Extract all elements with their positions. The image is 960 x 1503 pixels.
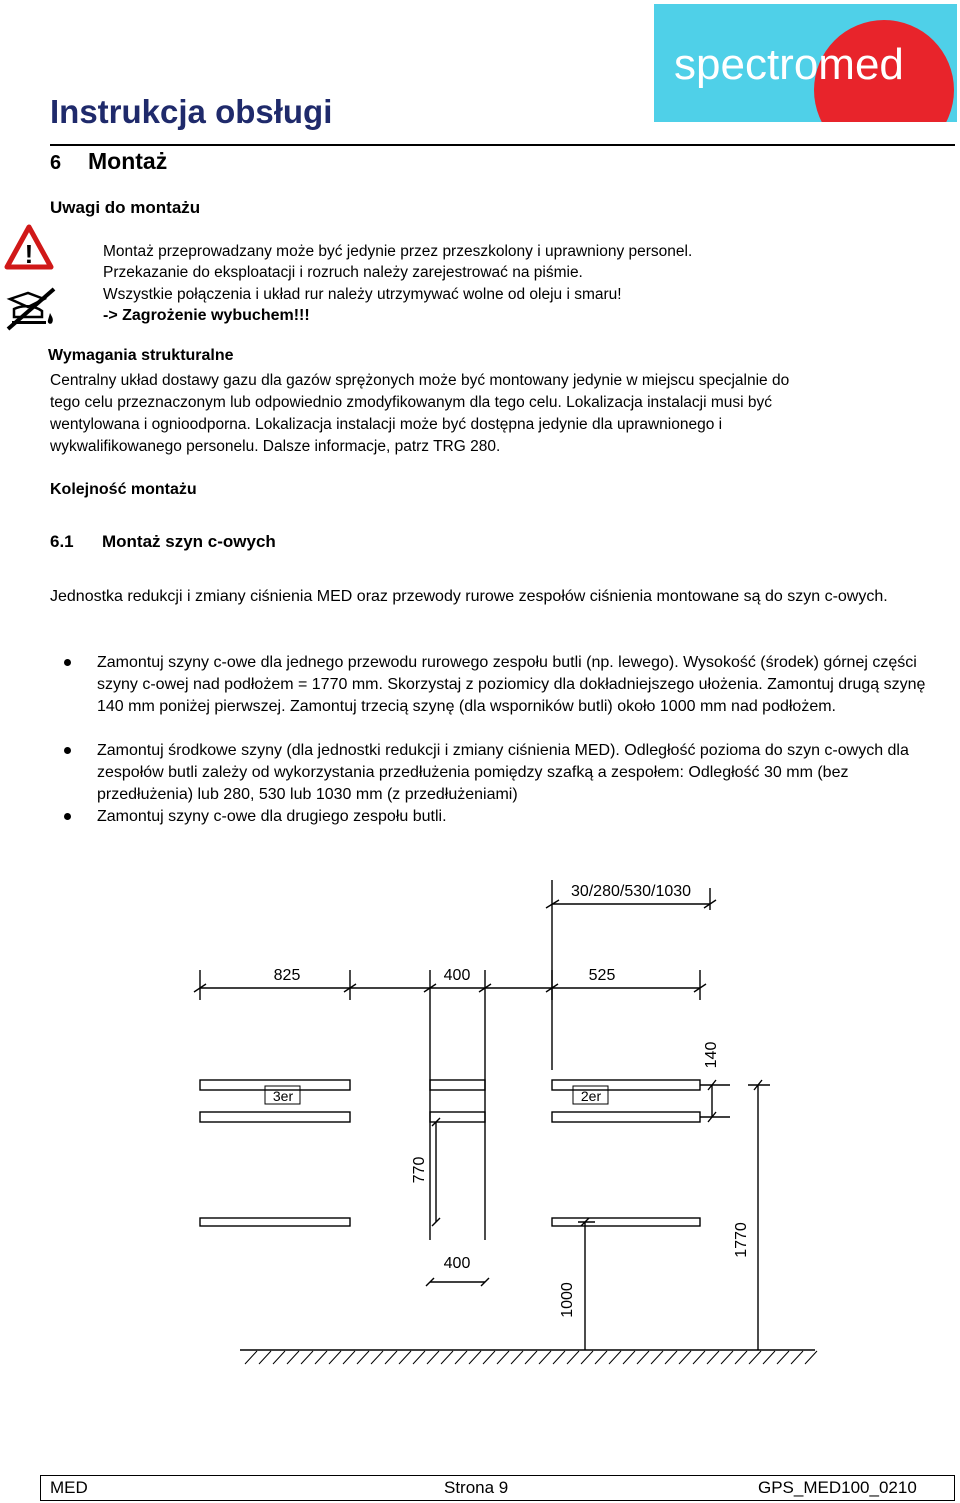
ground-hatch-line <box>497 1351 509 1364</box>
ground-hatch-line <box>595 1351 607 1364</box>
ground-hatch-line <box>245 1351 257 1364</box>
document-title: Instrukcja obsługi <box>50 93 333 130</box>
ground-hatch-line <box>259 1351 271 1364</box>
no-oil-grease-icon <box>4 285 60 333</box>
ground-hatch-line <box>399 1351 411 1364</box>
rail-label-3er: 3er <box>272 1088 294 1104</box>
ground-hatch-line <box>637 1351 649 1364</box>
dim-825-label: 825 <box>273 967 301 984</box>
ground-hatch-line <box>287 1351 299 1364</box>
structural-line-2: tego celu przeznaczonym lub odpowiednio zmodyfikowanym dla tego celu. Lokalizacja instalacji musi być <box>50 394 772 411</box>
footer-page: Strona 9 <box>444 1478 509 1497</box>
logo-text: spectromed <box>674 40 904 89</box>
ground-hatch-line <box>721 1351 733 1364</box>
caution-line-2: Przekazanie do eksploatacji i rozruch należy zarejestrować na piśmie. <box>103 264 583 281</box>
ground-hatch-line <box>567 1351 579 1364</box>
ground-hatch-line <box>581 1351 593 1364</box>
ground-hatch-line <box>805 1351 817 1364</box>
ground-hatch-line <box>539 1351 551 1364</box>
bullet-1: Zamontuj szyny c-owe dla jednego przewodu rurowego zespołu butli (np. lewego). Wysokość (środek) górnej części szyny c-owej nad podłożem = 1770 mm. Skorzystaj z poziomicy dla dokładniejszego ułożenia. Zamontuj drugą szynę 140 mm poniżej pierwszej. Zamontuj trzecią szynę (dla wsporników butli) około 1000 mm nad podłożem. <box>97 654 926 715</box>
ground-hatch-line <box>749 1351 761 1364</box>
bullet-2: Zamontuj środkowe szyny (dla jednostki redukcji i zmiany ciśnienia MED). Odległość pozioma do szyn c-owych dla zespołów butli zależy od wykorzystania przedłużenia pomiędzy szafką a zespołem: Odległość 30 mm (bez przedłużenia) lub 280, 530 lub 1030 mm (z przedłużeniami) <box>97 742 909 803</box>
ground-hatch-line <box>553 1351 565 1364</box>
ground-hatch-line <box>525 1351 537 1364</box>
explosion-danger: -> Zagrożenie wybuchem!!! <box>103 307 310 324</box>
section-number: 6 <box>50 152 62 174</box>
ground-hatch-line <box>455 1351 467 1364</box>
footer-doc-code: GPS_MED100_0210 <box>758 1478 917 1497</box>
ground-hatch-line <box>385 1351 397 1364</box>
order-heading: Kolejność montażu <box>50 481 197 498</box>
dim-400-top-label: 400 <box>443 967 471 984</box>
ground-hatch-line <box>413 1351 425 1364</box>
ground-hatch-line <box>665 1351 677 1364</box>
ground-hatch-line <box>735 1351 747 1364</box>
structural-heading: Wymagania strukturalne <box>48 347 234 364</box>
subsection-heading <box>50 531 276 553</box>
structural-line-3: wentylowana i ognioodporna. Lokalizacja instalacji może być dostępna jedynie dla uprawnionego i <box>50 416 723 433</box>
rail-label-2er: 2er <box>580 1088 602 1104</box>
caution-heading: Uwagi do montażu <box>50 198 201 217</box>
ground-hatch-line <box>343 1351 355 1364</box>
dim-525-label: 525 <box>588 967 616 984</box>
ground-hatch-line <box>623 1351 635 1364</box>
ground-hatch-line <box>763 1351 775 1364</box>
ground-hatch-line <box>791 1351 803 1364</box>
dim-140-label: 140 <box>703 1041 720 1069</box>
structural-line-1: Centralny układ dostawy gazu dla gazów sprężonych może być montowany jedynie w miejscu specjalnie do <box>50 372 790 389</box>
caution-line-1: Montaż przeprowadzany może być jedynie przez przeszkolony i uprawniony personel. <box>103 243 693 260</box>
ground-hatch-line <box>301 1351 313 1364</box>
bullet-dot <box>64 747 71 754</box>
bullet-dot <box>64 813 71 820</box>
dim-1000-label: 1000 <box>559 1282 576 1318</box>
ground-hatch-line <box>371 1351 383 1364</box>
ground-hatch-line <box>707 1351 719 1364</box>
footer-left: MED <box>50 1478 88 1497</box>
dim-400-bottom-label: 400 <box>443 1255 471 1272</box>
caution-line-3: Wszystkie połączenia i układ rur należy utrzymywać wolne od oleju i smaru! <box>103 286 622 303</box>
ground-hatch-line <box>679 1351 691 1364</box>
bullet-dot <box>64 659 71 666</box>
ground-hatch-line <box>273 1351 285 1364</box>
dim-1770-label: 1770 <box>733 1222 750 1258</box>
ground-hatch-line <box>511 1351 523 1364</box>
header-rule <box>50 144 955 146</box>
subsection-number: 6.1 <box>50 532 74 551</box>
ground-hatch-line <box>329 1351 341 1364</box>
structural-line-4: wykwalifikowanego personelu. Dalsze informacje, patrz TRG 280. <box>50 438 501 455</box>
ground-hatch-line <box>357 1351 369 1364</box>
bullet-3: Zamontuj szyny c-owe dla drugiego zespołu butli. <box>97 808 447 825</box>
subsection-intro: Jednostka redukcji i zmiany ciśnienia MED oraz przewody rurowe zespołów ciśnienia montowane są do szyn c-owych. <box>50 588 888 605</box>
ground-hatch-line <box>315 1351 327 1364</box>
ground-hatch-line <box>427 1351 439 1364</box>
warning-symbol: ! <box>24 239 34 269</box>
ground-hatch-line <box>693 1351 705 1364</box>
ground-hatch-line <box>469 1351 481 1364</box>
section-heading <box>50 145 167 179</box>
dim-top-label: 30/280/530/1030 <box>570 883 692 900</box>
ground-hatch-line <box>483 1351 495 1364</box>
section-title: Montaż <box>88 148 168 174</box>
dim-770-label: 770 <box>411 1156 428 1184</box>
ground-hatch-line <box>651 1351 663 1364</box>
mounting-drawing <box>0 860 960 1400</box>
ground-hatch-line <box>777 1351 789 1364</box>
subsection-title: Montaż szyn c-owych <box>102 532 276 551</box>
warning-triangle-icon <box>4 224 54 270</box>
ground-hatch-line <box>441 1351 453 1364</box>
ground-hatch-line <box>609 1351 621 1364</box>
spectromed-logo <box>654 4 957 122</box>
